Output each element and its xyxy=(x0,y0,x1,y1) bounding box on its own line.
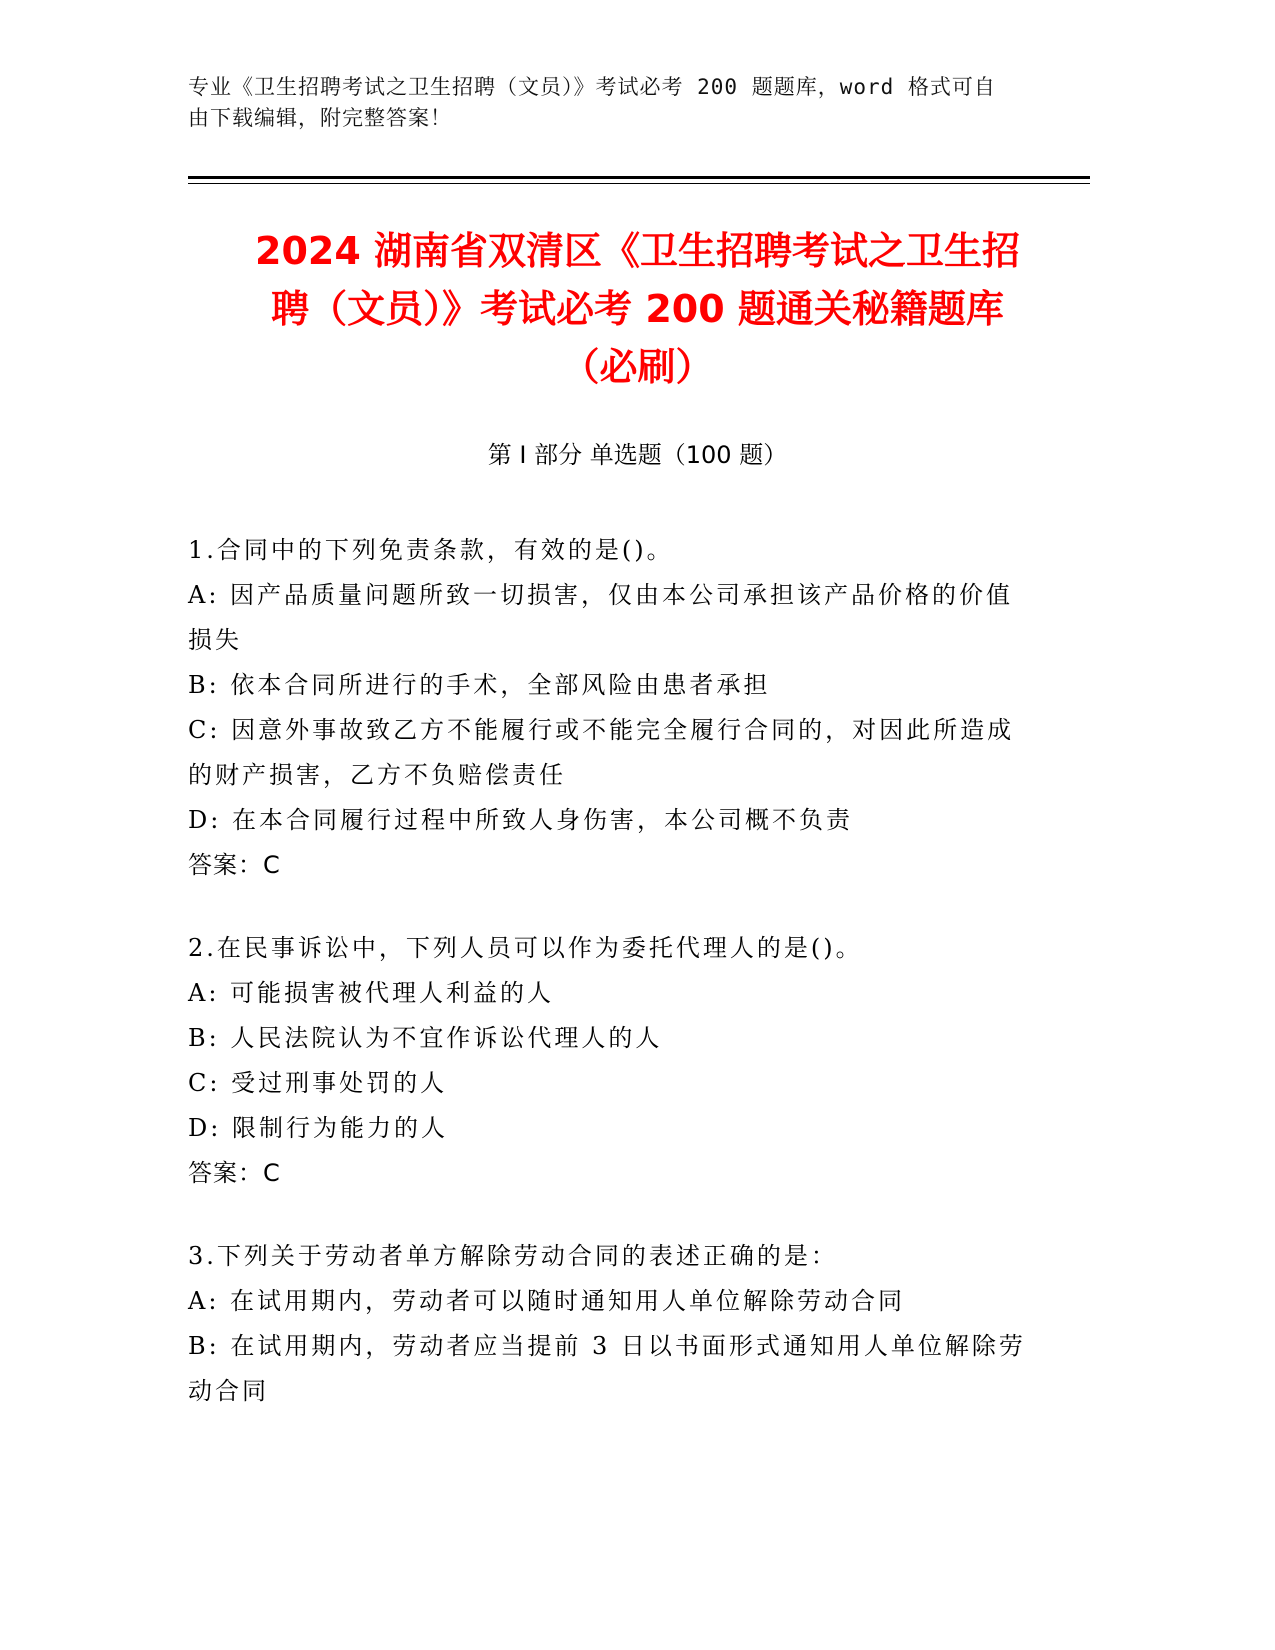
option-line: 动合同 xyxy=(188,1377,269,1405)
question-stem: 1.合同中的下列免责条款，有效的是()。 xyxy=(188,536,674,564)
option-line: A: 可能损害被代理人利益的人 xyxy=(188,979,555,1007)
title-line: （必刷） xyxy=(561,345,714,389)
answer-label: 答案：C xyxy=(188,851,281,879)
document-title xyxy=(150,222,1125,396)
answer-label: 答案：C xyxy=(188,1159,281,1187)
option-line: A: 在试用期内，劳动者可以随时通知用人单位解除劳动合同 xyxy=(188,1287,906,1315)
option-line: B: 在试用期内，劳动者应当提前 3 日以书面形式通知用人单位解除劳 xyxy=(188,1332,1026,1360)
header-divider-thick xyxy=(188,176,1090,179)
question-1 xyxy=(188,528,1088,888)
option-line: D: 在本合同履行过程中所致人身伤害，本公司概不负责 xyxy=(188,806,853,834)
option-line: C: 受过刑事处罚的人 xyxy=(188,1069,448,1097)
question-stem: 2.在民事诉讼中，下列人员可以作为委托代理人的是()。 xyxy=(188,934,863,962)
option-line: A: 因产品质量问题所致一切损害，仅由本公司承担该产品价格的价值 xyxy=(188,581,1014,609)
question-3 xyxy=(188,1234,1088,1414)
header-divider-thin xyxy=(188,183,1090,184)
option-line: 损失 xyxy=(188,626,242,654)
option-line: D: 限制行为能力的人 xyxy=(188,1114,448,1142)
option-line: B: 依本合同所进行的手术，全部风险由患者承担 xyxy=(188,671,771,699)
question-list xyxy=(188,528,1088,1452)
intro-line: 由下载编辑，附完整答案！ xyxy=(188,106,452,130)
option-line: B: 人民法院认为不宜作诉讼代理人的人 xyxy=(188,1024,663,1052)
question-2 xyxy=(188,926,1088,1196)
option-line: C: 因意外事故致乙方不能履行或不能完全履行合同的，对因此所造成 xyxy=(188,716,1015,744)
intro-line: 专业《卫生招聘考试之卫生招聘（文员）》考试必考 200 题题库，word 格式可自 xyxy=(188,75,996,99)
title-line: 聘（文员）》考试必考 200 题通关秘籍题库 xyxy=(271,287,1004,331)
title-line: 2024 湖南省双清区《卫生招聘考试之卫生招 xyxy=(255,229,1020,273)
intro-text xyxy=(188,72,1088,134)
section-heading: 第 I 部分 单选题（100 题） xyxy=(487,441,788,469)
option-line: 的财产损害，乙方不负赔偿责任 xyxy=(188,761,566,789)
question-stem: 3.下列关于劳动者单方解除劳动合同的表述正确的是： xyxy=(188,1242,838,1270)
